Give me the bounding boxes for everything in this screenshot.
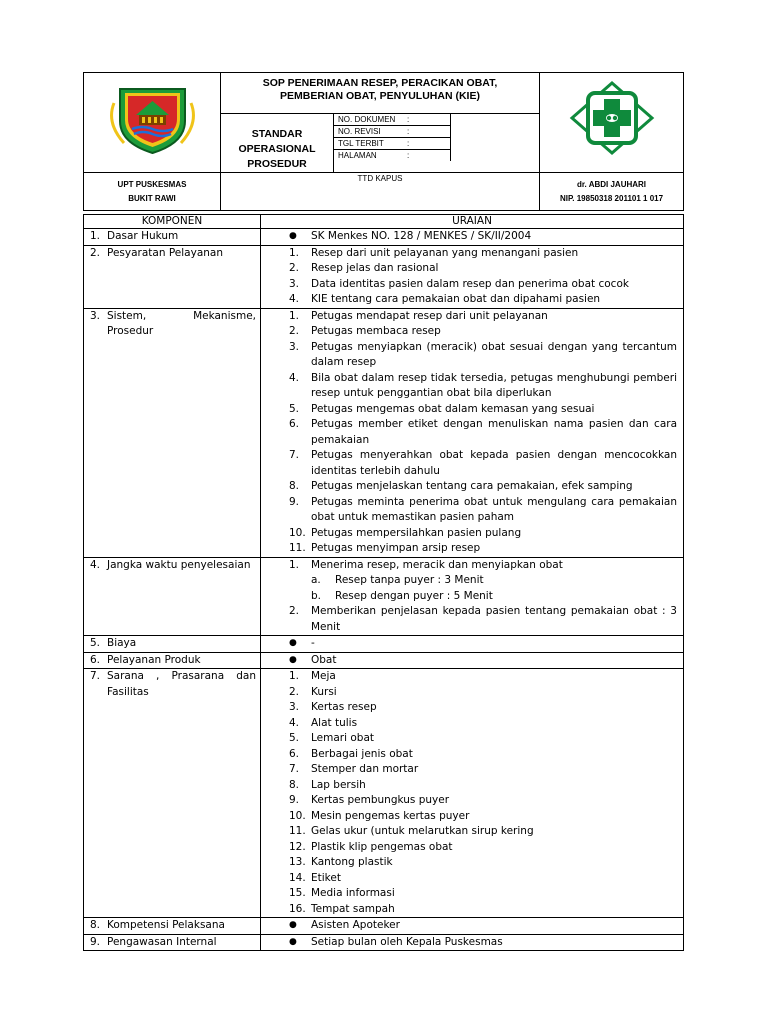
list-item: 6. Petugas member etiket dengan menuliskan nama pasien dan cara pemakaian: [289, 418, 677, 446]
sop-page: [83, 72, 683, 951]
row-label-kompetensi: Kompetensi Pelaksana: [107, 919, 225, 931]
list-item: 2. Resep jelas dan rasional: [289, 262, 439, 274]
row-label-dasar-hukum: Dasar Hukum: [107, 230, 179, 242]
col-header-uraian: URAIAN: [261, 215, 684, 229]
standar-line1: STANDAR: [251, 128, 303, 140]
row-label-produk: Pelayanan Produk: [107, 653, 201, 666]
ttd-kapus: TTD KAPUS: [221, 173, 540, 211]
list-item: 12. Plastik klip pengemas obat: [289, 840, 453, 853]
list-item: 9. Kertas pembungkus puyer: [289, 794, 450, 806]
regency-logo-cell: [84, 73, 221, 173]
bullet-icon: ●: [289, 654, 297, 665]
document-meta-cell: [334, 114, 540, 173]
list-item: 1. Menerima resep, meracik dan menyiapkan obat: [289, 558, 563, 571]
list-item: ● Setiap bulan oleh Kepala Puskesmas: [289, 935, 677, 951]
list-item: a. Resep tanpa puyer : 3 Menit: [311, 574, 484, 586]
list-item: 7. Stemper dan mortar: [289, 763, 419, 775]
row-label-pengawasan: Pengawasan Internal: [107, 935, 217, 948]
meta-no-revisi: NO. REVISI :: [334, 126, 450, 138]
sop-header-table: [83, 72, 684, 211]
sarana-list: [289, 669, 677, 917]
bullet-icon: ●: [289, 231, 297, 241]
table-row: 7. Sarana , Prasarana dan Fasilitas 1. Meja 2. Kursi 3. Kertas resep 4. Alat tulis 5. Lemari obat 6. Berbagai jenis obat 7. Stemper dan mortar 8. Lap bersih 9. Kertas pembungkus puyer 10. Mesin pengemas kertas puyer 11. Gelas ukur (untuk melarutkan sirup kering 12. Plastik klip pengemas obat 13. Kantong plastik 14. Etiket 15. Media informasi 16. Tempat sampah: [84, 669, 684, 918]
bullet-icon: ●: [289, 638, 297, 648]
list-item: 8. Lap bersih: [289, 778, 366, 791]
list-item: 2. Petugas membaca resep: [289, 325, 441, 337]
list-item: 1. Petugas mendapat resep dari unit pelayanan: [289, 309, 548, 322]
list-item: 5. Petugas mengemas obat dalam kemasan yang sesuai: [289, 402, 595, 415]
list-item: 10. Mesin pengemas kertas puyer: [289, 809, 470, 822]
list-item: 3. Kertas resep: [289, 701, 377, 713]
regency-emblem-logo: [84, 73, 221, 157]
table-row: 8. Kompetensi Pelaksana ● Asisten Apoteker: [84, 918, 684, 935]
table-row: 9. Pengawasan Internal ● Setiap bulan oleh Kepala Puskesmas: [84, 934, 684, 951]
list-item: 3. Data identitas pasien dalam resep dan penerima obat cocok: [289, 277, 629, 290]
col-header-komponen: KOMPONEN: [84, 215, 261, 229]
list-item: 1. Meja: [289, 670, 336, 682]
table-row: 6. Pelayanan Produk ● Obat: [84, 652, 684, 669]
list-item: 4. Bila obat dalam resep tidak tersedia, petugas menghubungi pemberi resep untuk penggantian obat bila diperlukan: [289, 371, 677, 399]
sop-title-cell: [221, 73, 540, 114]
list-item: 8. Petugas menjelaskan tentang cara pemakaian, efek samping: [289, 480, 633, 492]
row-label-persyaratan: Pesyaratan Pelayanan: [107, 246, 223, 259]
jangka-list: [289, 558, 677, 636]
list-item: 2. Kursi: [289, 685, 337, 698]
list-item: 10. Petugas mempersilahkan pasien pulang: [289, 526, 522, 539]
meta-tgl-terbit: TGL TERBIT :: [334, 138, 450, 150]
list-item: 1. Resep dari unit pelayanan yang menangani pasien: [289, 246, 579, 259]
bullet-icon: ●: [289, 920, 297, 930]
list-item: b. Resep dengan puyer : 5 Menit: [311, 589, 493, 602]
list-item: ● SK Menkes NO. 128 / MENKES / SK/II/2004: [289, 229, 677, 245]
list-item: 9. Petugas meminta penerima obat untuk mengulang cara pemakaian obat untuk memastikan pasien paham: [289, 495, 677, 523]
sop-content-table: [83, 214, 684, 951]
row-label-jangka: Jangka waktu penyelesaian: [107, 558, 251, 571]
row-label-sistem: Sistem, Mekanisme, Prosedur: [107, 309, 256, 337]
puskesmas-cross-logo: [540, 73, 684, 157]
org-line2: BUKIT RAWI: [128, 194, 176, 203]
list-item: 3. Petugas menyiapkan (meracik) obat sesuai dengan yang tercantum dalam resep: [289, 340, 677, 368]
sistem-list: [289, 309, 677, 557]
table-row: 3. Sistem, Mekanisme, Prosedur 1. Petugas mendapat resep dari unit pelayanan 2. Petugas membaca resep 3. Petugas menyiapkan (meracik) obat sesuai dengan yang tercantum dalam resep 4. Bila obat dalam resep tidak tersedia, petugas menghubungi pemberi resep untuk penggantian obat bila diperlukan 5. Petugas mengemas obat dalam kemasan yang sesuai 6. Petugas member etiket dengan menuliskan nama pasien dan cara pemakaian 7. Petugas menyerahkan obat kepada pasien dengan mencocokkan identitas terlebih dahulu 8. Petugas menjelaskan tentang cara pemakaian, efek samping 9. Petugas meminta penerima obat untuk mengulang cara pemakaian obat untuk memastikan pasien paham 10. Petugas mempersilahkan pasien pulang 11. Petugas menyimpan arsip resep: [84, 308, 684, 557]
signer-name: dr. ABDI JAUHARI: [576, 180, 647, 189]
row-label-sarana: Sarana , Prasarana dan Fasilitas: [107, 670, 256, 698]
table-row: 4. Jangka waktu penyelesaian 1. Menerima resep, meracik dan menyiapkan obat a. Resep tanpa puyer : 3 Menit b. Resep dengan puyer : 5 Menit 2. Memberikan penjelasan kepada pasien tentang pemakaian obat : 3 Menit: [84, 557, 684, 636]
org-name-cell: [84, 173, 221, 211]
signer-cell: [540, 173, 684, 211]
list-item: 11. Gelas ukur (untuk melarutkan sirup kering: [289, 825, 534, 837]
sop-title-line2: PEMBERIAN OBAT, PENYULUHAN (KIE): [280, 90, 480, 102]
list-item: 2. Memberikan penjelasan kepada pasien tentang pemakaian obat : 3 Menit: [289, 605, 677, 633]
list-item: 4. Alat tulis: [289, 716, 358, 729]
list-item: 15. Media informasi: [289, 887, 395, 899]
standar-line2: OPERASIONAL: [238, 143, 316, 155]
list-item: 6. Berbagai jenis obat: [289, 747, 413, 760]
list-item: ● Obat: [289, 653, 677, 669]
list-item: 16. Tempat sampah: [289, 902, 395, 915]
row-label-biaya: Biaya: [107, 637, 137, 649]
org-line1: UPT PUSKESMAS: [117, 180, 187, 189]
meta-halaman: HALAMAN :: [338, 151, 410, 160]
table-row: 5. Biaya ● -: [84, 636, 684, 653]
signer-nip: NIP. 19850318 201101 1 017: [559, 194, 664, 203]
table-row: 2. Pesyaratan Pelayanan 1. Resep dari unit pelayanan yang menangani pasien 2. Resep jelas dan rasional 3. Data identitas pasien dalam resep dan penerima obat cocok 4. KIE tentang cara pemakaian obat dan dipahami pasien: [84, 245, 684, 308]
list-item: 7. Petugas menyerahkan obat kepada pasien dengan mencocokkan identitas terlebih dahulu: [289, 449, 677, 477]
sop-title-line1: SOP PENERIMAAN RESEP, PERACIKAN OBAT,: [262, 77, 498, 89]
list-item: 4. KIE tentang cara pemakaian obat dan dipahami pasien: [289, 293, 601, 305]
puskesmas-logo-cell: [540, 73, 684, 173]
list-item: 11. Petugas menyimpan arsip resep: [289, 542, 481, 554]
list-item: 13. Kantong plastik: [289, 856, 393, 868]
list-item: ● Asisten Apoteker: [289, 918, 677, 934]
meta-no-dokumen: NO. DOKUMEN :: [334, 114, 450, 126]
table-row: 1. Dasar Hukum ● SK Menkes NO. 128 / MENKES / SK/II/2004: [84, 229, 684, 246]
standar-cell: [221, 114, 334, 173]
bullet-icon: ●: [289, 936, 297, 947]
persyaratan-list: [289, 246, 677, 308]
list-item: ● -: [289, 636, 677, 652]
list-item: 14. Etiket: [289, 871, 341, 884]
standar-line3: PROSEDUR: [247, 158, 307, 170]
list-item: 5. Lemari obat: [289, 732, 374, 744]
